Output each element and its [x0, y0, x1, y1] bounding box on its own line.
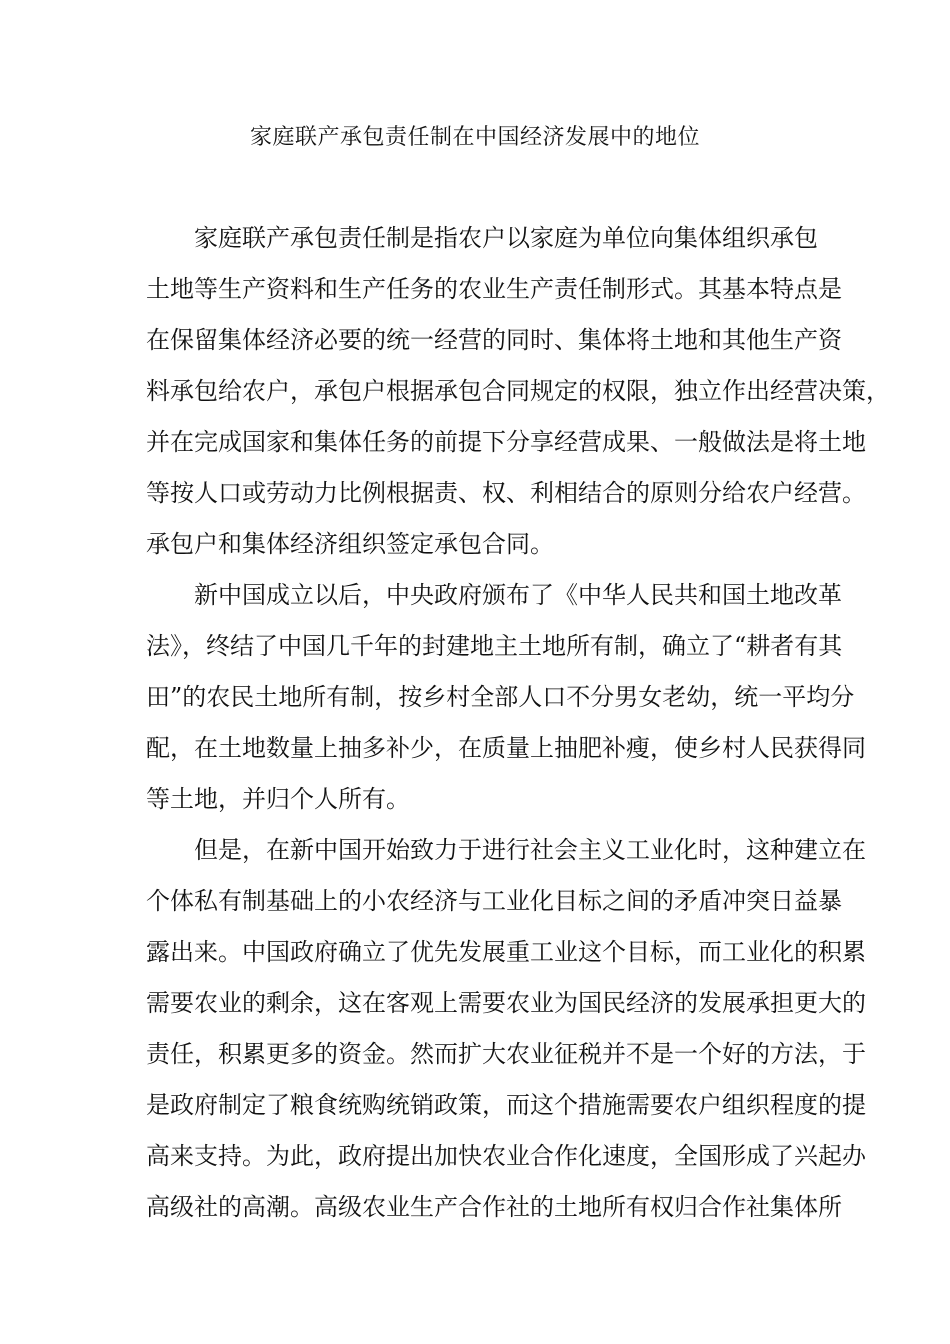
text-line: 法》，终结了中国几千年的封建地主土地所有制，确立了“耕者有其	[146, 632, 843, 660]
text-line: 新中国成立以后，中央政府颁布了《中华人民共和国土地改革	[194, 581, 842, 609]
paragraph-2	[146, 570, 866, 825]
text-line: 个体私有制基础上的小农经济与工业化目标之间的矛盾冲突日益暴	[146, 887, 842, 915]
text-line: 等土地，并归个人所有。	[146, 785, 410, 813]
document-body	[146, 213, 890, 1233]
text-line: 但是，在新中国开始致力于进行社会主义工业化时，这种建立在	[194, 836, 866, 864]
document-title: 家庭联产承包责任制在中国经济发展中的地位	[249, 125, 700, 150]
text-line: 承包户和集体经济组织签定承包合同。	[146, 530, 554, 558]
text-line: 高来支持。为此，政府提出加快农业合作化速度，全国形成了兴起办	[146, 1142, 866, 1170]
text-line: 土地等生产资料和生产任务的农业生产责任制形式。其基本特点是	[146, 275, 842, 303]
text-line: 在保留集体经济必要的统一经营的同时、集体将土地和其他生产资	[146, 326, 842, 354]
text-line: 是政府制定了粮食统购统销政策，而这个措施需要农户组织程度的提	[146, 1091, 866, 1119]
text-line: 料承包给农户，承包户根据承包合同规定的权限，独立作出经营决策，	[146, 377, 890, 405]
text-line: 家庭联产承包责任制是指农户以家庭为单位向集体组织承包	[194, 224, 818, 252]
text-line: 高级社的高潮。高级农业生产合作社的土地所有权归合作社集体所	[146, 1193, 842, 1221]
text-line: 责任，积累更多的资金。然而扩大农业征税并不是一个好的方法，于	[146, 1040, 866, 1068]
text-line: 等按人口或劳动力比例根据责、权、利相结合的原则分给农户经营。	[146, 479, 866, 507]
text-line: 并在完成国家和集体任务的前提下分享经营成果、一般做法是将土地	[146, 428, 866, 456]
text-line: 配，在土地数量上抽多补少，在质量上抽肥补瘦，使乡村人民获得同	[146, 734, 866, 762]
text-line: 露出来。中国政府确立了优先发展重工业这个目标，而工业化的积累	[146, 938, 866, 966]
paragraph-3	[146, 825, 866, 1233]
text-line: 需要农业的剩余，这在客观上需要农业为国民经济的发展承担更大的	[146, 989, 866, 1017]
paragraph-1	[146, 213, 890, 570]
text-line: 田”的农民土地所有制，按乡村全部人口不分男女老幼，统一平均分	[146, 683, 855, 711]
